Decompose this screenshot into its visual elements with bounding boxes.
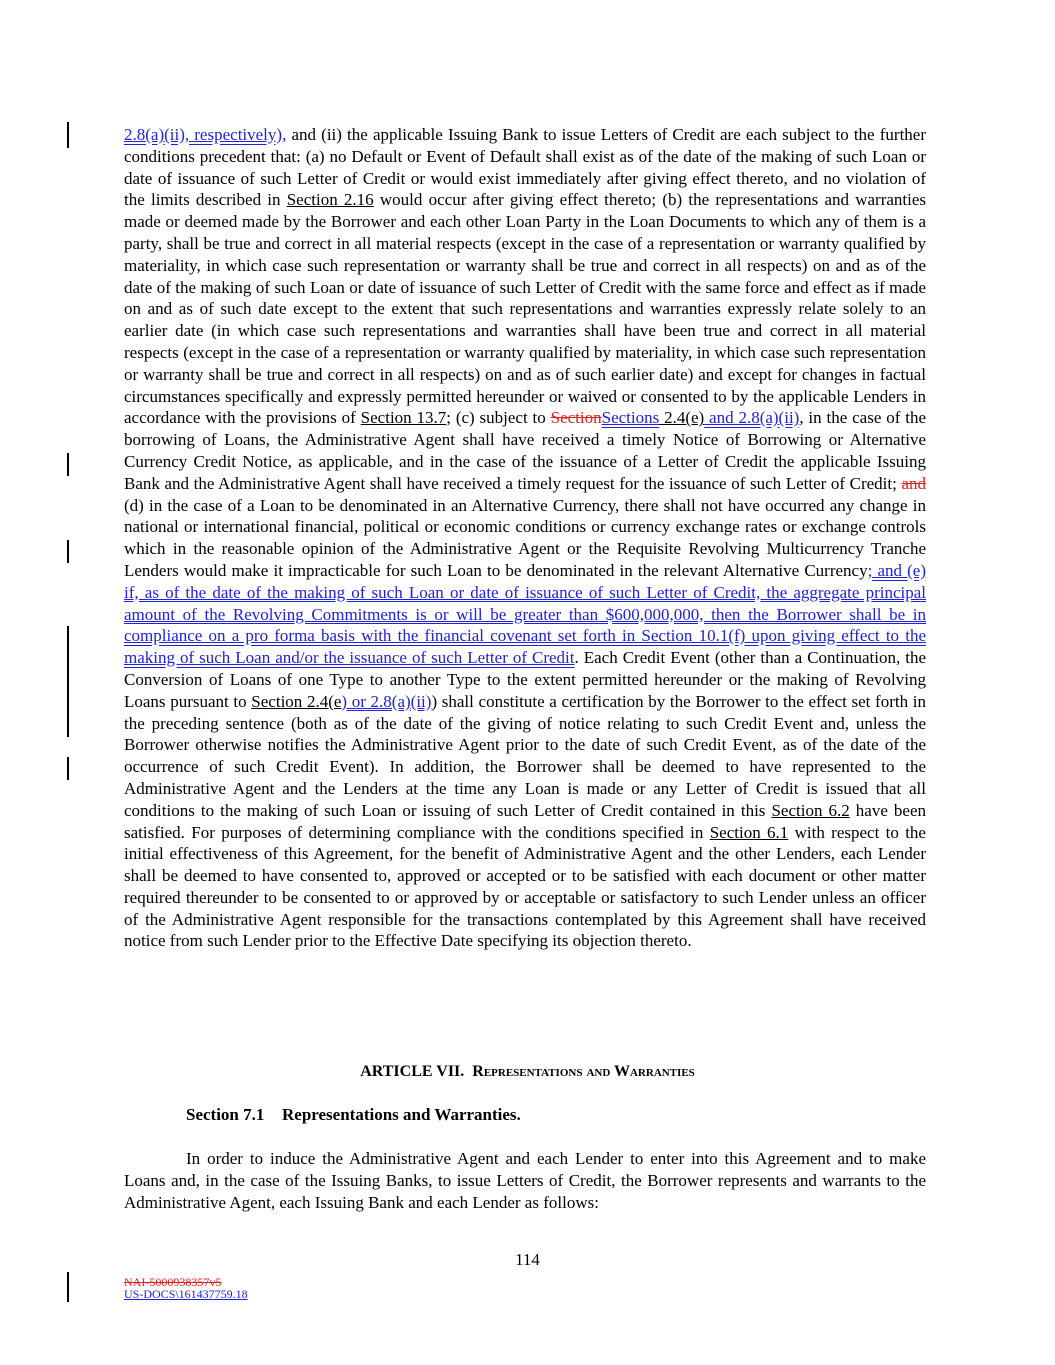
article-heading bbox=[0, 1063, 1055, 1081]
inserted-text: Sections bbox=[601, 408, 660, 428]
body-text: , in the case of the borrowing of Loans, the Administrative Agent shall have received a timely Notice of Borrowing or Alternative Currency Credit Notice, as applicable, and in the case of the issuance of a Letter of Credit the applicable Issuing Bank and the Administrative Agent shall have received a timely request for the issuance of such Letter of Credit; bbox=[124, 408, 926, 493]
change-bar bbox=[67, 1272, 69, 1302]
section-reference: Section 6.2 bbox=[771, 800, 850, 820]
document-footer bbox=[124, 1276, 248, 1300]
inserted-text: and 2.8(a)(ii) bbox=[704, 408, 800, 428]
page-number: 114 bbox=[515, 1250, 540, 1269]
section-title: Representations and Warranties. bbox=[282, 1105, 521, 1124]
change-bar bbox=[67, 757, 69, 780]
body-text: ) shall constitute a certification by the Borrower to the effect set forth in the preceding sentence (both as of the date of the giving of notice relating to such Credit Event and, unless the Borrower otherwise notifies the Administrative Agent prior to the date of such Credit Event, as of the date of the occurrence of such Credit Event). In addition, the Borrower shall be deemed to have represented to the Administrative Agent and the Lenders at the time any Loan is made or any Letter of Credit is issued that all conditions to the making of such Loan or issuing of such Letter of Credit contained in this bbox=[124, 691, 926, 820]
section-heading bbox=[186, 1105, 521, 1125]
section-reference: Section 13.7 bbox=[360, 408, 447, 428]
article-number: ARTICLE VII. bbox=[360, 1063, 465, 1080]
body-text: . Each Credit Event (other than a Continuation, the Conversion of Loans of one Type to another Type to the extent permitted hereunder or the making of Revolving Loans pursuant to bbox=[124, 648, 926, 711]
body-text: have been satisfied. For purposes of determining compliance with the conditions specified in bbox=[124, 800, 926, 842]
body-text: would occur after giving effect thereto; (b) the representations and warranties made or deemed made by the Borrower and each other Loan Party in the Loan Documents to which any of them is a party, shall be true and correct in all material respects (except in the case of a representation or warranty qualified by materiality, in which case such representation or warranty shall be true and correct in all respects) on and as of the date of the making of such Loan or date of issuance of such Letter of Credit with the same force and effect as if made on and as of such date except to the extent that such representations and warranties expressly relate solely to an earlier date (in which case such representations and warranties shall have been true and correct in all material respects (except in the case of a representation or warranty qualified by materiality, in which case such representation or warranty shall be true and correct in all respects) on and as of such earlier date) and except for changes in factual circumstances specifically and expressly permitted hereunder or waived or consented to by the applicable Lenders in accordance with the provisions of bbox=[124, 190, 927, 428]
inserted-text: ; and (e) if, as of the date of the making of such Loan or date of issuance of such Letter of Credit, the aggregate principal amount of the Revolving Commitments is or will be greater than $600,000,000, then the Borrower shall be in compliance on a pro forma basis with the financial covenant set forth in Section 10.1(f) upon giving effect to the making of such Loan and/or the issuance of such Letter of Credit bbox=[124, 560, 926, 668]
change-bar bbox=[67, 626, 69, 737]
deleted-doc-id: NAI-5000938357v5 bbox=[124, 1275, 222, 1289]
deleted-text: Section bbox=[550, 408, 602, 428]
conditions-paragraph bbox=[124, 124, 926, 952]
inserted-text: ) or 2.8(a)(ii) bbox=[341, 691, 432, 711]
deleted-text: and bbox=[901, 473, 926, 493]
body-text: (d) in the case of a Loan to be denominated in an Alternative Currency, there shall not have occurred any change in national or international financial, political or economic conditions or currency exchange rates or exchange controls which in the reasonable opinion of the Administrative Agent or the Requisite Revolving Multicurrency Tranche Lenders would make it impracticable for such Loan to be denominated in the relevant Alternative Currency bbox=[124, 495, 926, 580]
change-bar bbox=[67, 122, 69, 148]
inserted-text: 2.8(a)(ii), respectively), bbox=[124, 125, 287, 144]
body-text: ; (c) subject to bbox=[446, 408, 551, 428]
section-number: Section 7.1 bbox=[186, 1105, 265, 1124]
intro-paragraph: In order to induce the Administrative Agent and each Lender to enter into this Agreement and to make Loans and, in the case of the Issuing Banks, to issue Letters of Credit, the Borrower represents and warrants to the Administrative Agent, each Issuing Bank and each Lender as follows: bbox=[124, 1149, 926, 1212]
body-text: and (ii) the applicable Issuing Bank to issue Letters of Credit are each subject to the further conditions precedent that: (a) no Default or Event of Default shall exist as of the date of the making of such Loan or date of issuance of such Letter of Credit or would exist immediately after giving effect thereto, and no violation of the limits described in bbox=[124, 125, 926, 210]
section-reference: Section 2.16 bbox=[286, 190, 374, 210]
body-text: with respect to the initial effectiveness of this Agreement, for the benefit of Administrative Agent and the other Lenders, each Lender shall be deemed to have consented to, approved or accepted or to be satisfied with each document or other matter required thereunder to be consented to or approved by or acceptable or satisfactory to such Lender unless an officer of the Administrative Agent responsible for the transactions contemplated by this Agreement shall have received notice from such Lender prior to the Effective Date specifying its objection thereto. bbox=[124, 822, 926, 951]
section-reference: Section 2.4(e bbox=[251, 691, 342, 711]
section-reference: Section 6.1 bbox=[709, 822, 789, 842]
article-title: Representations and Warranties bbox=[472, 1063, 695, 1080]
change-bar bbox=[67, 453, 69, 476]
change-bar bbox=[67, 540, 69, 563]
section-reference: 2.4(e) bbox=[659, 408, 705, 428]
inserted-doc-id: US-DOCS\161437759.18 bbox=[124, 1287, 248, 1301]
